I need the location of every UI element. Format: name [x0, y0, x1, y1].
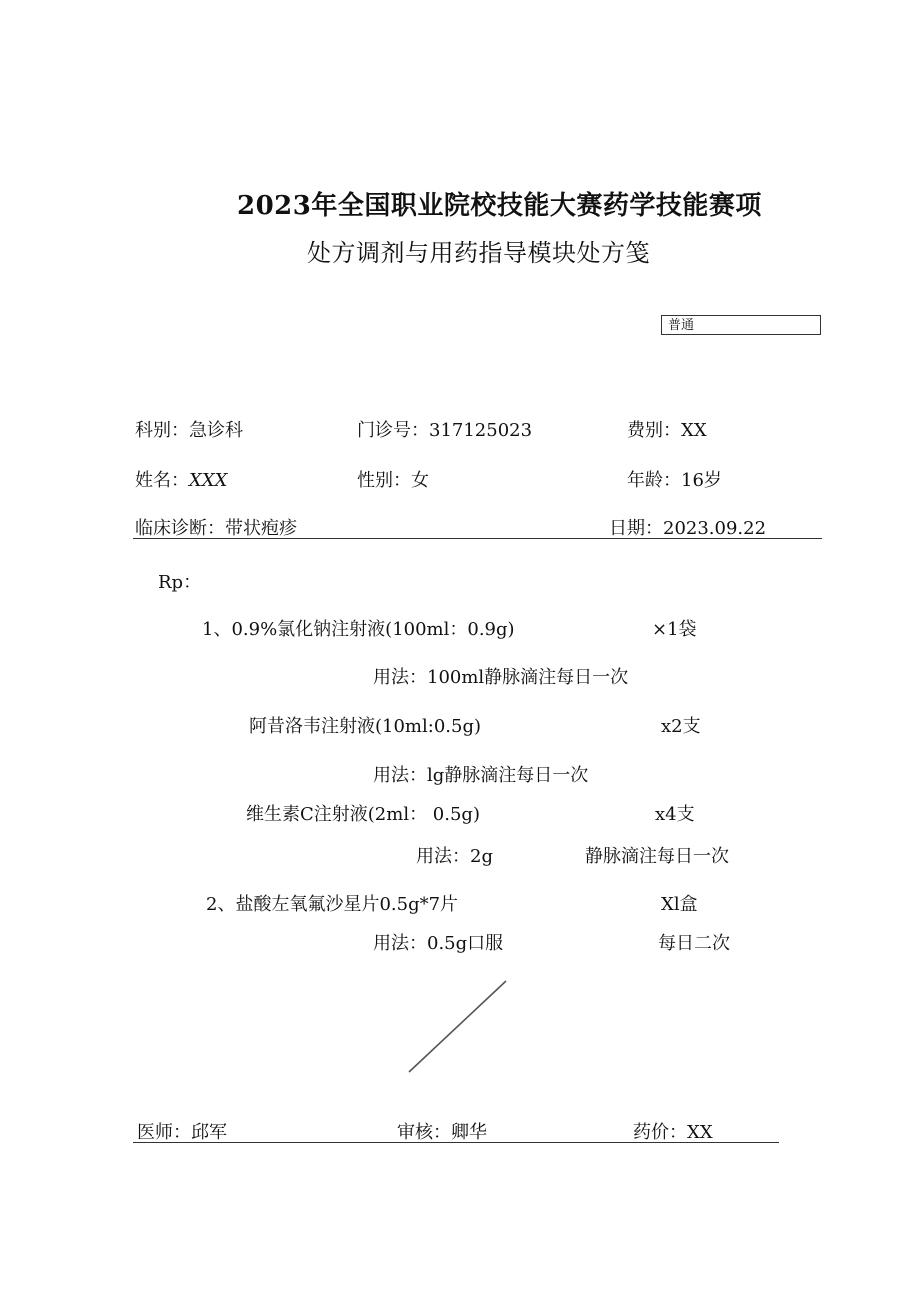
drug-name: 2、盐酸左氧氟沙星片0.5g*7片 [206, 894, 459, 915]
fee-type-field: 费别：XX [627, 420, 707, 441]
drug-usage: 用法：100ml静脉滴注每日一次 [373, 667, 629, 688]
drug-name: 阿昔洛韦注射液(10ml:0.5g) [249, 716, 481, 737]
dept-field: 科别：急诊科 [135, 420, 243, 441]
page-title: 2023年全国职业院校技能大赛药学技能赛项 [237, 191, 762, 221]
drug-quantity: ×1袋 [652, 619, 697, 640]
drug-usage-frequency: 每日二次 [658, 933, 730, 954]
footer-divider [133, 1142, 779, 1143]
age-field: 年龄：16岁 [627, 470, 722, 491]
sex-field: 性别：女 [357, 470, 429, 491]
rp-label: Rp： [158, 572, 202, 593]
doctor-field: 医师：邱军 [137, 1122, 227, 1143]
reviewer-field: 审核：卿华 [397, 1122, 487, 1143]
date-field: 日期：2023.09.22 [609, 518, 767, 539]
name-label: 姓名： [135, 470, 189, 491]
clinic-number-field: 门诊号：317125023 [357, 420, 533, 441]
drug-usage: 用法：lg静脉滴注每日一次 [373, 765, 589, 786]
price-field: 药价：XX [633, 1122, 713, 1143]
drug-name: 1、0.9%氯化钠注射液(100ml：0.9g) [202, 619, 515, 640]
drug-name: 维生素C注射液(2ml： 0.5g) [246, 804, 480, 825]
drug-quantity: Xl盒 [661, 894, 698, 915]
prescription-type-box: 普通 [661, 315, 821, 335]
drug-usage: 用法：2g [416, 846, 493, 867]
page-subtitle: 处方调剂与用药指导模块处方笺 [307, 239, 650, 267]
drug-quantity: x2支 [661, 716, 701, 737]
name-value: XXX [189, 470, 228, 491]
drug-usage-frequency: 静脉滴注每日一次 [585, 846, 729, 867]
drug-usage: 用法：0.5g口服 [373, 933, 504, 954]
drug-quantity: x4支 [655, 804, 695, 825]
diagnosis-field: 临床诊断：带状疱疹 [135, 518, 297, 539]
